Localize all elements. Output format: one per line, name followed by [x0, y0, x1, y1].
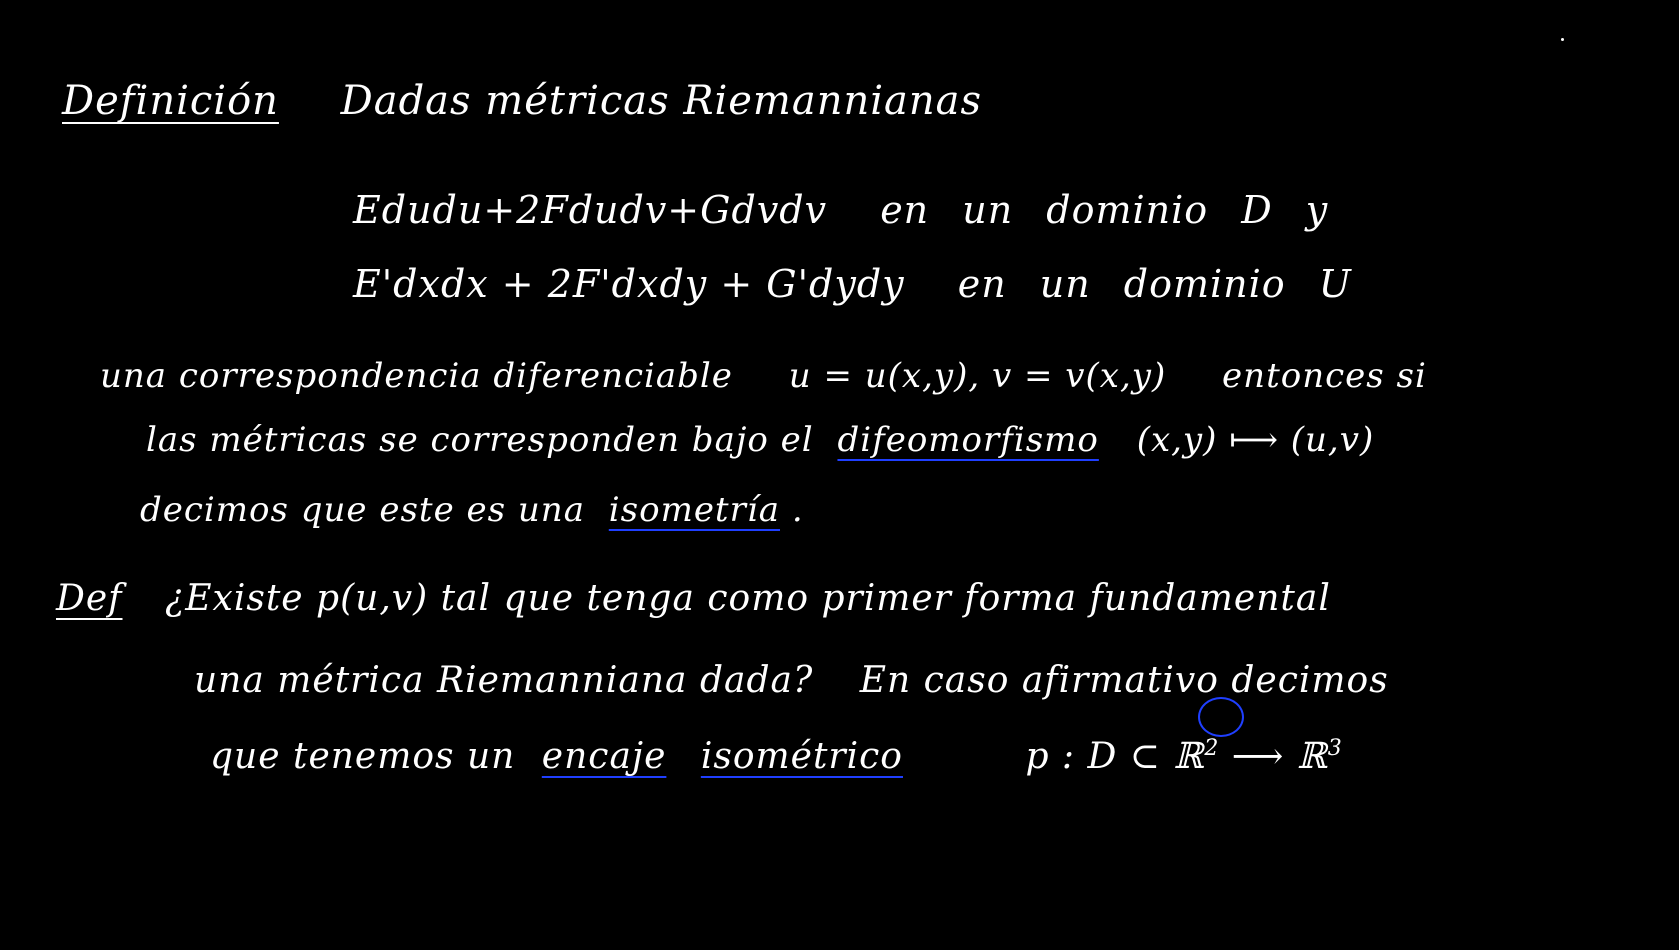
correspondence-row — [100, 356, 1427, 396]
embedding-term: encaje — [541, 736, 667, 777]
isometry-period: . — [791, 490, 804, 530]
metrics-correspond-text: las métricas se corresponden bajo el — [146, 420, 814, 460]
question-row — [56, 578, 1331, 619]
map-arrow: ⟶ — [1231, 736, 1285, 777]
metric-2-expression: E'dxdx + 2F'dxdy + G'dydy — [353, 262, 905, 306]
stray-dot — [1561, 38, 1564, 41]
correspondence-end: entonces si — [1222, 356, 1427, 396]
map-label: p : D ⊂ — [1025, 736, 1174, 777]
diffeomorphism-term: difeomorfismo — [837, 420, 1099, 460]
question-line-1: ¿Existe p(u,v) tal que tenga como primer forma fundamental — [164, 578, 1331, 619]
target-space: ℝ — [1296, 736, 1328, 777]
target-exponent: 3 — [1327, 736, 1343, 761]
metric-1-suffix: en un dominio D y — [880, 188, 1329, 232]
isometry-term: isometría — [608, 490, 780, 530]
question-row-2 — [194, 660, 1389, 701]
metrics-correspond-row — [146, 420, 1374, 460]
metric-1-row — [353, 188, 1328, 232]
metric-1-expression: Edudu+2Fdudv+Gdvdv — [353, 188, 828, 232]
definition-heading: Definición — [62, 78, 279, 124]
domain-space: ℝ — [1173, 736, 1205, 777]
def-heading: Def — [56, 578, 123, 619]
correspondence-map: u = u(x,y), v = v(x,y) — [788, 356, 1167, 396]
domain-exponent: 2 — [1204, 736, 1220, 761]
correspondence-text: una correspondencia diferenciable — [100, 356, 733, 396]
embedding-intro: que tenemos un — [210, 736, 516, 777]
isometry-intro: decimos que este es una — [140, 490, 585, 530]
isometric-term: isométrico — [700, 736, 903, 777]
metric-2-suffix: en un dominio U — [957, 262, 1352, 306]
diffeomorphism-map: (x,y) ⟼ (u,v) — [1136, 420, 1375, 460]
metric-2-row — [353, 262, 1352, 306]
isometry-row — [140, 490, 804, 530]
embedding-row — [210, 736, 1343, 777]
embedding-map — [1025, 736, 1342, 777]
answer-start: En caso afirmativo decimos — [859, 660, 1389, 701]
definition-intro: Dadas métricas Riemannianas — [340, 78, 983, 124]
definition-heading-row — [62, 78, 982, 124]
question-line-2: una métrica Riemanniana dada? — [194, 660, 814, 701]
exponent-circle — [1198, 697, 1244, 737]
